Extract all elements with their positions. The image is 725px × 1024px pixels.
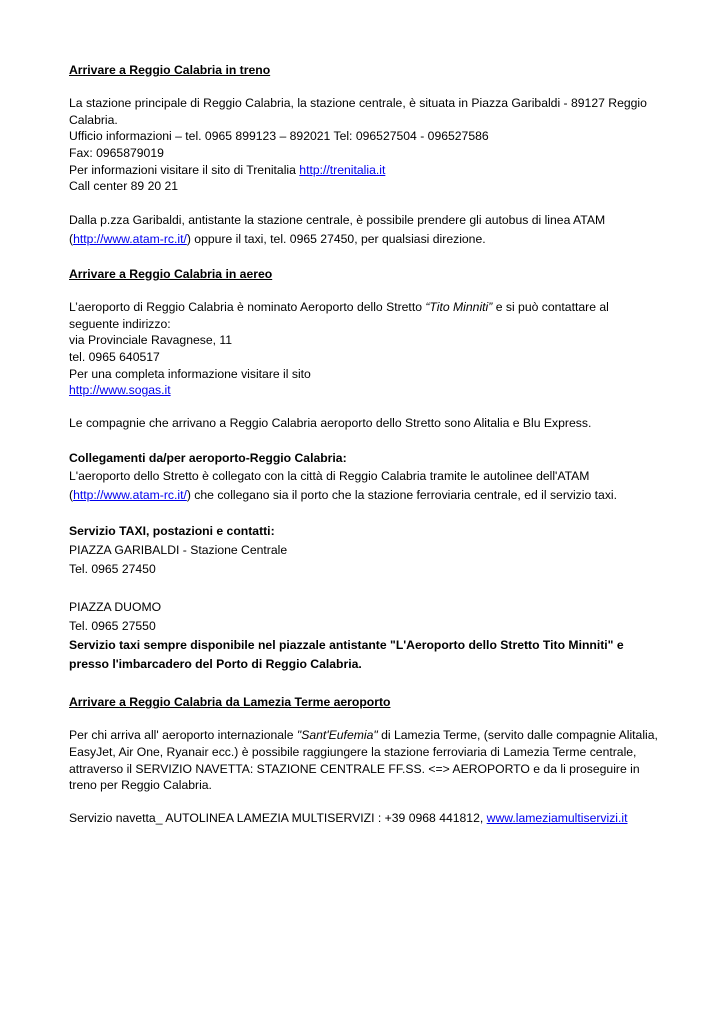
atam-link[interactable]: http://www.atam-rc.it/ <box>73 232 187 247</box>
treno-callcenter: Call center 89 20 21 <box>69 179 179 194</box>
treno-ufficio: Ufficio informazioni – tel. 0965 899123 – 892021 Tel: 096527504 - 096527586 <box>69 129 489 144</box>
santeufemia-name: "Sant'Eufemia" <box>296 728 378 743</box>
taxi-tel2: Tel. 0965 27550 <box>69 618 156 633</box>
aereo-via: via Provinciale Ravagnese, 11 <box>69 333 233 348</box>
sogas-link[interactable]: http://www.sogas.it <box>69 383 171 398</box>
lamezia-paragraph: Per chi arriva all' aeroporto internazionale "Sant'Eufemia" di Lamezia Terme, (servito dalle compagnie Alitalia, EasyJet, Air One, Ryanair ecc.) è possibile raggiungere la stazione ferroviaria di Lamezia Terme centrale, attraverso il SERVIZIO NAVETTA: STAZIONE CENTRALE FF.SS. <=> AEROPORTO e da li proseguire in treno per Reggio Calabria. <box>69 728 658 793</box>
aereo-info: Per una completa informazione visitare il sito <box>69 366 311 381</box>
document-page <box>69 62 659 827</box>
atam-link-2[interactable]: http://www.atam-rc.it/ <box>73 488 187 503</box>
taxi-tel1: Tel. 0965 27450 <box>69 561 156 576</box>
aereo-tel: tel. 0965 640517 <box>69 349 160 364</box>
lamezia-link[interactable]: www.lameziamultiservizi.it <box>486 811 628 826</box>
heading-treno: Arrivare a Reggio Calabria in treno <box>69 63 271 77</box>
bus-text-rest: ) oppure il taxi, tel. 0965 27450, per qualsiasi direzione. <box>186 232 486 247</box>
treno-paragraph: La stazione principale di Reggio Calabria, la stazione centrale, è situata in Piazza Garibaldi - 89127 Reggio Calabria. <box>69 96 647 127</box>
bus-text: Dalla p.zza Garibaldi, antistante la stazione centrale, è possibile prendere gli autobus di linea ATAM <box>69 213 606 228</box>
treno-info <box>69 162 659 179</box>
taxi-loc2: PIAZZA DUOMO <box>69 599 162 614</box>
treno-fax: Fax: 0965879019 <box>69 145 164 160</box>
trenitalia-link[interactable]: http://trenitalia.it <box>299 162 386 177</box>
collegamenti-paragraph: L'aeroporto dello Stretto è collegato con la città di Reggio Calabria tramite le autolinee dell'ATAM (http://www.atam-rc.it/) che collegano sia il porto che la stazione ferroviaria centrale, ed il servizio taxi. <box>69 469 618 503</box>
navetta-line: Servizio navetta_ AUTOLINEA LAMEZIA MULTISERVIZI : +39 0968 441812, www.lameziamultiservizi.it <box>69 811 628 826</box>
aeroporto-name: “Tito Minniti” <box>425 300 493 315</box>
aereo-compagnie: Le compagnie che arrivano a Reggio Calabria aeroporto dello Stretto sono Alitalia e Blu Express. <box>69 416 592 431</box>
bus-paragraph: Dalla p.zza Garibaldi, antistante la stazione centrale, è possibile prendere gli autobus di linea ATAM (http://www.atam-rc.it/) oppure il taxi, tel. 0965 27450, per qualsiasi direzione. <box>69 213 606 247</box>
taxi-loc1: PIAZZA GARIBALDI - Stazione Centrale <box>69 542 288 557</box>
heading-aereo: Arrivare a Reggio Calabria in aereo <box>69 266 273 281</box>
heading-taxi: Servizio TAXI, postazioni e contatti: <box>69 523 275 538</box>
taxi-note: Servizio taxi sempre disponibile nel piazzale antistante "L'Aeroporto dello Stretto Tito Minniti" e presso l'imbarcadero del Porto di Reggio Calabria. <box>69 637 624 671</box>
heading-collegamenti: Collegamenti da/per aeroporto-Reggio Calabria: <box>69 451 347 466</box>
aereo-paragraph: L’aeroporto di Reggio Calabria è nominato Aeroporto dello Stretto “Tito Minniti” e si può contattare al seguente indirizzo: <box>69 300 609 331</box>
treno-info-text: Per informazioni visitare il sito di Trenitalia <box>69 162 300 177</box>
heading-lamezia: Arrivare a Reggio Calabria da Lamezia Terme aeroporto <box>69 695 391 710</box>
